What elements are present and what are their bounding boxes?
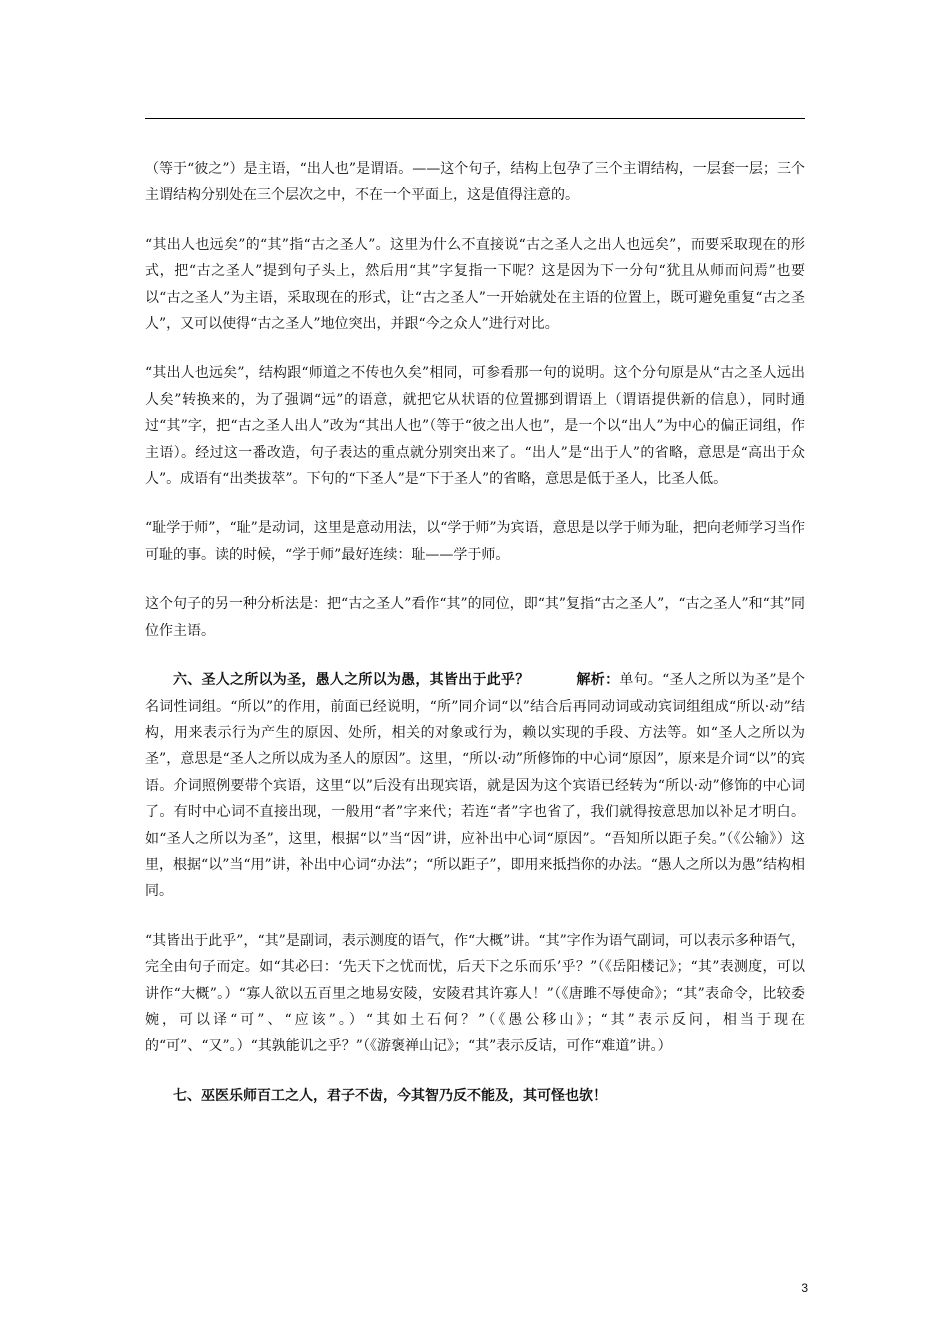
page-number: 3 <box>801 1281 808 1295</box>
paragraph-subject-predicate-note: （等于“彼之”）是主语，“出人也”是谓语。——这个句子，结构上包孕了三个主谓结构，一层套一层；三个主谓结构分别处在三个层次之中，不在一个平面上，这是值得注意的。 <box>145 161 805 204</box>
document-body <box>145 156 805 1109</box>
paragraph-alternative-analysis: 这个句子的另一种分析法是：把“古之圣人”看作“其”的同位，即“其”复指“古之圣人”，“古之圣人”和“其”同位作主语。 <box>145 596 805 639</box>
header-rule <box>145 118 805 119</box>
section-six-analysis-label: 解析： <box>576 672 620 689</box>
section-seven-heading: 七、巫医乐师百工之人，君子不齿，今其智乃反不能及，其可怪也欤！ <box>173 1087 607 1104</box>
heading-spacer <box>529 672 576 688</box>
section-six-body: 单句。“圣人之所以为圣”是个名词性词组。“所以”的作用，前面已经说明，“所”同介词“以”结合后再同动词或动宾词组组成“所以·动”结构，用来表示行为产生的原因、处所，相关的对象或行为，赖以实现的手段、方法等。如“圣人之所以为圣”，意思是“圣人之所以成为圣人的原因”。这里，“所以·动”所修饰的中心词“原因”，原来是介词“以”的宾语。介词照例要带个宾语，这里“以”后没有出现宾语，就是因为这个宾语已经转为“所以·动”修饰的中心词了。有时中心词不直接出现，一般用“者”字来代；若连“者”字也省了，我们就得按意思加以补足才明白。如“圣人之所以为圣”，这里，根据“以”当“因”讲，应补出中心词“原因”。“吾知所以距子矣。”（《公输》）这里，根据“以”当“用”讲，补出中心词“办法”；“所以距子”，即用来抵挡你的办法。“愚人之所以为愚”结构相同。 <box>145 672 805 900</box>
section-six <box>145 667 805 905</box>
section-six-heading: 六、圣人之所以为圣，愚人之所以为愚，其皆出于此乎？ <box>173 672 530 689</box>
paragraph-chi-xue-yu-shi: “耻学于师”，“耻”是动词，这里是意动用法，以“学于师”为宾语，意思是以学于师为耻，把向老师学习当作可耻的事。读的时候，“学于师”最好连续：耻——学于师。 <box>145 520 805 563</box>
paragraph-qi-reference: “其出人也远矣”的“其”指“古之圣人”。这里为什么不直接说“古之圣人之出人也远矣”，而要采取现在的形式，把“古之圣人”提到句子头上，然后用“其”字复指一下呢？这是因为下一分句“犹且从师而问焉”也要以“古之圣人”为主语，采取现在的形式，让“古之圣人”一开始就处在主语的位置上，既可避免重复“古之圣人”，又可以使得“古之圣人”地位突出，并跟“今之众人”进行对比。 <box>145 236 805 333</box>
paragraph-qi-modal-particle: “其皆出于此乎”，“其”是副词，表示测度的语气，作“大概”讲。“其”字作为语气副词，可以表示多种语气，完全由句子而定。如“其必曰：‘先天下之忧而忧，后天下之乐而乐’乎？”（《岳阳楼记》；“其”表测度，可以讲作“大概”。）“寡人欲以五百里之地易安陵，安陵君其许寡人！”（《唐雎不辱使命》；“其”表命令，比较委婉，可以译“可”、“应该”。）“其如土石何？”（《愚公移山》；“其”表示反问，相当于现在的“可”、“又”。）“其孰能讥之乎？”（《游褒禅山记》；“其”表示反诘，可作“难道”讲。） <box>145 932 805 1055</box>
paragraph-structure-explanation: “其出人也远矣”，结构跟“师道之不传也久矣”相同，可参看那一句的说明。这个分句原是从“古之圣人远出人矣”转换来的，为了强调“远”的语意，就把它从状语的位置挪到谓语上（谓语提供新的信息），同时通过“其”字，把“古之圣人出人”改为“其出人也”（等于“彼之出人也”，是一个以“出人”为中心的偏正词组，作主语）。经过这一番改造，句子表达的重点就分别突出来了。“出人”是“出于人”的省略，意思是“高出于众人”。成语有“出类拔萃”。下句的“下圣人”是“下于圣人”的省略，意思是低于圣人，比圣人低。 <box>145 365 805 488</box>
